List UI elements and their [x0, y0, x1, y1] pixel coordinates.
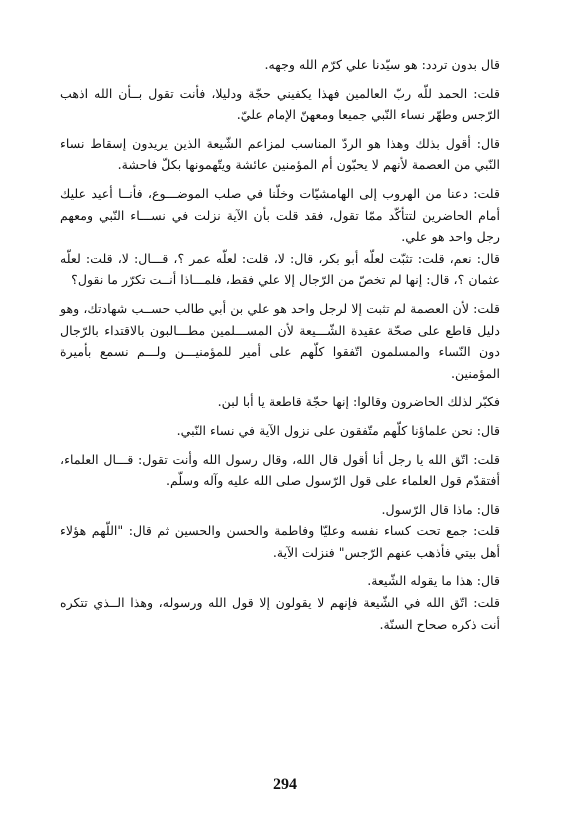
paragraph-10: قال: ماذا قال الرّسول. — [381, 501, 500, 517]
paragraph-13: قلت: اتّق الله في الشّيعة فإنهم لا يقولون إلا قول الله ورسوله، وهذا الــذي تتكره أنت ذكره صحاح السنّة. — [60, 595, 500, 632]
paragraph-6: قلت: لأن العصمة لم تثبت إلا لرجل واحد هو علي بن أبي طالب حســب شهادتك، وهو دليل قاطع على صحّة عقيدة الشّـــيعة لأن المســـلمين مطـــالبون بالاقتداء بالرّجال دون النّساء والمسلمون اتّفقوا كلّهم على أمير للمؤمنيـــن ولـــم نسمع بأميرة المؤمنين. — [60, 300, 500, 381]
paragraph-11: قلت: جمع تحت كساء نفسه وعليّا وفاطمة والحسن والحسين ثم قال: "اللّهم هؤلاء أهل بيتي فأذهب عنهم الرّجس" فنزلت الآية. — [60, 523, 500, 560]
paragraph-2: قلت: الحمد للّه ربّ العالمين فهذا يكفيني حجّة ودليلا، فأنت تقول بــأن الله اذهب الرّجس وطهّر نساء النّبي جميعا ومعهنّ الإمام عليّ. — [60, 85, 500, 123]
paragraph-9: قلت: اتّق الله يا رجل أنا أقول قال الله، وقال رسول الله وأنت تقول: قـــال العلماء، أفتقدّم قول العلماء على قول الرّسول صلى الله عليه وآله وسلّم. — [60, 451, 500, 489]
page-text-body — [60, 54, 500, 635]
page-number: 294 — [273, 776, 297, 793]
paragraph-5: قال: نعم، قلت: تثبّت لعلّه أبو بكر، قال: لا، قلت: لعلّه عمر ؟، قـــال: لا، قلت: لعلّه عثمان ؟، قال: إنها لم تخصّ من الرّجال إلا علي فقط، فلمـــاذا أنــت تكرّر ما نقول؟ — [60, 250, 500, 288]
paragraph-12: قال: هذا ما يقوله الشّيعة. — [367, 573, 500, 589]
paragraph-4: قلت: دعنا من الهروب إلى الهامشيّات وخلّنا في صلب الموضـــوع، فأنــا أعيد عليك أمام الحاضرين لتتأكّد ممّا تقول، فقد قلت بأن الآية نزلت في نســـاء النّبي ومعهم رجل واحد هو علي. — [60, 185, 500, 245]
paragraph-1: قال بدون تردد: هو سيّدنا علي كرّم الله وجهه. — [264, 57, 500, 72]
paragraph-3: قال: أقول بذلك وهذا هو الردّ المناسب لمزاعم الشّيعة الذين يريدون إسقاط نساء النّبي من العصمة لأنهم لا يحبّون أم المؤمنين عائشة ويتّهمونها بكلّ فاحشة. — [60, 135, 500, 173]
paragraph-8: قال: نحن علماؤنا كلّهم متّفقون على نزول الآية في نساء النّبي. — [176, 422, 500, 438]
paragraph-7: فكبّر لذلك الحاضرون وقالوا: إنها حجّة قاطعة يا أبا لبن. — [217, 394, 500, 410]
